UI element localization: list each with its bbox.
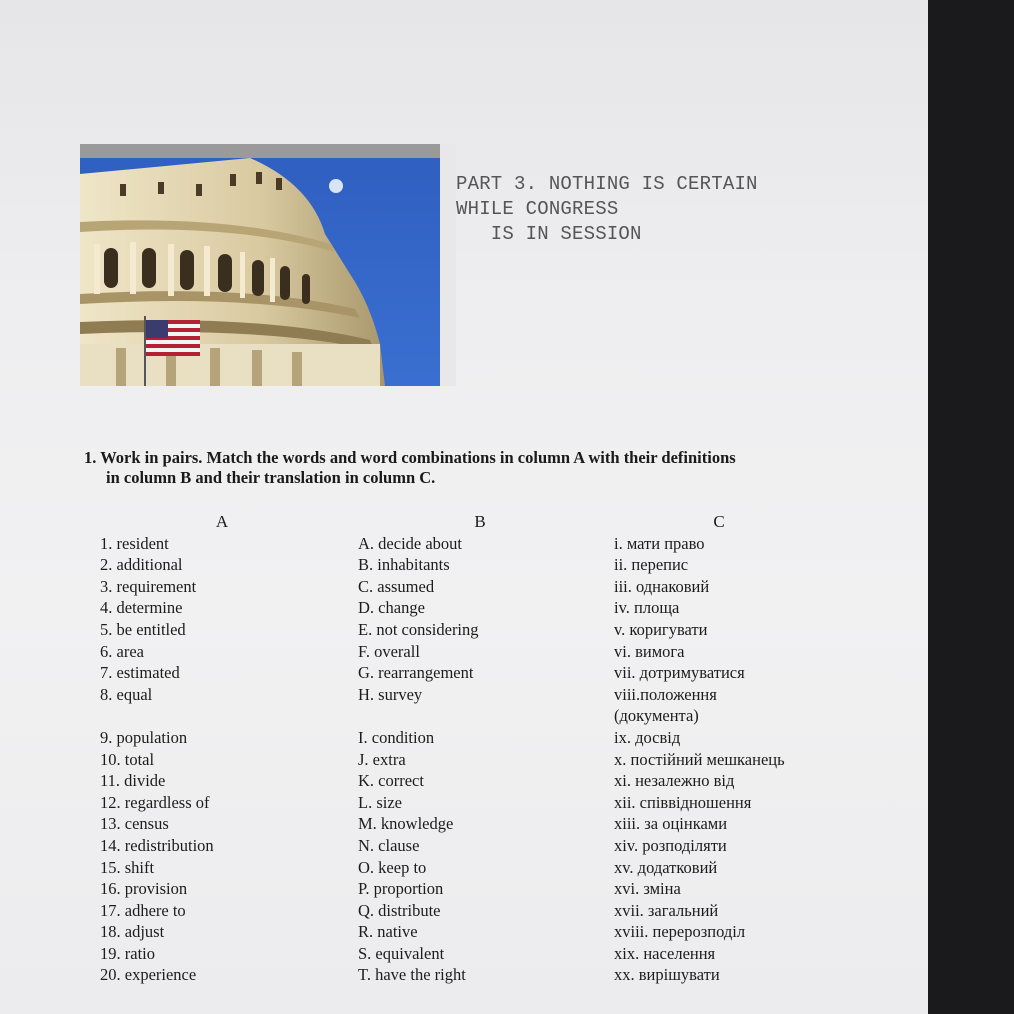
column-a-item: 2. additional	[100, 555, 183, 575]
capitol-dome-photo	[80, 144, 456, 386]
column-b-item: O. keep to	[358, 857, 427, 877]
column-c-item: i. мати право	[614, 533, 705, 553]
column-spacer	[100, 705, 340, 727]
column-b-item: F. overall	[358, 641, 420, 661]
column-a-item: 11. divide	[100, 771, 166, 791]
column-c-item: xvi. зміна	[614, 879, 681, 899]
column-a-item: 12. regardless of	[100, 792, 210, 812]
column-c-item: iv. площа	[614, 598, 680, 618]
column-a-item: 3. requirement	[100, 576, 197, 596]
column-a-item: 7. estimated	[100, 663, 180, 683]
title-line-3: IS IN SESSION	[456, 223, 642, 245]
column-b-item: M. knowledge	[358, 814, 454, 834]
column-c-item: vi. вимога	[614, 641, 685, 661]
column-b-item: R. native	[358, 922, 418, 942]
column-a-item: 10. total	[100, 749, 155, 769]
column-b-item: J. extra	[358, 749, 406, 769]
column-b-item: P. proportion	[358, 879, 444, 899]
column-c-item: xx. вирішувати	[614, 965, 720, 985]
column-b-item: S. equivalent	[358, 943, 445, 963]
column-a-item: 18. adjust	[100, 922, 165, 942]
column-b-item: L. size	[358, 792, 402, 812]
column-c-item: xi. незалежно від	[614, 771, 735, 791]
column-spacer	[358, 705, 598, 727]
column-c-item: xiv. розподіляти	[614, 835, 727, 855]
column-a-item: 13. census	[100, 814, 169, 834]
column-a-item: 19. ratio	[100, 943, 155, 963]
column-b-item: E. not considering	[358, 619, 479, 639]
column-b-item: Q. distribute	[358, 900, 441, 920]
column-a-item: 4. determine	[100, 598, 183, 618]
instruction-line-1: 1. Work in pairs. Match the words and word combinations in column A with their definitions	[84, 448, 736, 467]
title-line-2: WHILE CONGRESS	[456, 198, 619, 220]
column-c-item: xii. співвідношення	[614, 792, 752, 812]
column-c	[614, 511, 874, 986]
column-c-item: xviii. перерозподіл	[614, 922, 746, 942]
column-a-heading: A	[215, 512, 229, 531]
column-a-item: 5. be entitled	[100, 619, 186, 639]
part-title	[456, 172, 758, 247]
column-c-item: xix. населення	[614, 943, 716, 963]
column-b	[358, 511, 598, 986]
column-c-item: vii. дотримуватися	[614, 663, 745, 683]
column-c-item: xv. додатковий	[614, 857, 718, 877]
column-b-heading: B	[474, 512, 486, 531]
column-a-item: 6. area	[100, 641, 144, 661]
column-b-item: A. decide about	[358, 533, 463, 553]
column-c-item: (документа)	[614, 706, 699, 726]
column-c-item: x. постійний мешканець	[614, 749, 785, 769]
title-line-1: PART 3. NOTHING IS CERTAIN	[456, 173, 758, 195]
column-a-item: 8. equal	[100, 684, 153, 704]
column-b-item: C. assumed	[358, 576, 435, 596]
column-b-item: K. correct	[358, 771, 424, 791]
column-a	[100, 511, 340, 986]
column-b-item: H. survey	[358, 684, 423, 704]
column-c-heading: C	[713, 512, 725, 531]
column-c-item: ii. перепис	[614, 555, 689, 575]
column-b-item: G. rearrangement	[358, 663, 474, 683]
column-b-item: T. have the right	[358, 965, 466, 985]
instruction-line-2: in column B and their translation in column C.	[106, 468, 436, 487]
column-c-item: ix. досвід	[614, 727, 681, 747]
column-a-item: 1. resident	[100, 533, 169, 553]
column-a-item: 14. redistribution	[100, 835, 214, 855]
column-c-item: xvii. загальний	[614, 900, 719, 920]
column-a-item: 9. population	[100, 727, 188, 747]
column-b-item: D. change	[358, 598, 425, 618]
column-a-item: 20. experience	[100, 965, 197, 985]
column-b-item: B. inhabitants	[358, 555, 450, 575]
column-a-item: 16. provision	[100, 879, 188, 899]
exercise-instruction	[84, 448, 844, 488]
column-b-item: N. clause	[358, 835, 420, 855]
column-c-item: iii. однаковий	[614, 576, 710, 596]
column-c-item: v. коригувати	[614, 619, 708, 639]
column-c-item: xiii. за оцінками	[614, 814, 728, 834]
column-a-item: 17. adhere to	[100, 900, 186, 920]
column-b-item: I. condition	[358, 727, 435, 747]
capitol-dome-illustration	[80, 144, 456, 386]
column-a-item: 15. shift	[100, 857, 155, 877]
column-c-item: viii.положення	[614, 684, 717, 704]
